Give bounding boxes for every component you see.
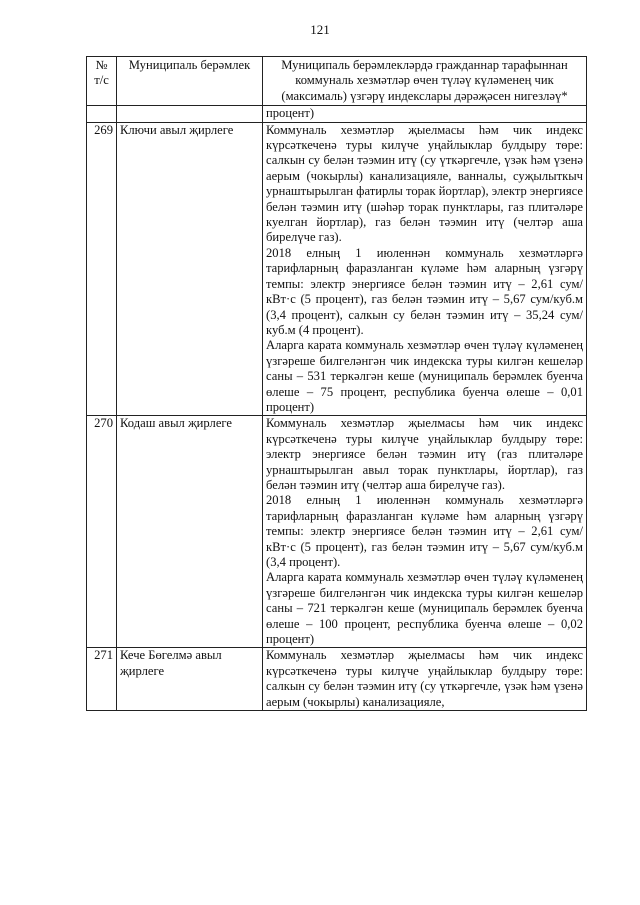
row-municipality: Кодаш авыл җирлеге: [117, 416, 263, 648]
row-description: [263, 416, 587, 648]
table-row: [87, 122, 587, 416]
cell-empty: [87, 106, 117, 122]
row-municipality: Ключи авыл җирлеге: [117, 122, 263, 416]
page-number: 121: [310, 22, 330, 37]
row-number: 270: [87, 416, 117, 648]
description-paragraph: 2018 елның 1 июленнән коммуналь хезмәтләргә тарифларның фаразланган күләме һәм аларның үзгәрү темпы: электр энергиясе белән тәэмин итү – 2,61 сум/кВт·с (5 процент), газ белән тәэмин итү – 5,67 сум/куб.м (3,4 процент), салкын су белән тәэмин итү – 35,24 сум/куб.м (4 процент).: [266, 245, 583, 337]
description-paragraph: Коммуналь хезмәтләр җыелмасы һәм чик индекс күрсәткеченә туры килүче уңайлыклар булдыру төре: электр энергиясе белән тәэмин итү (газ плитәләре урнаштырылган авыл торак пунктлары, йортлар), газ белән тәэмин итү (челтәр аша бирелүче газ).: [266, 416, 583, 492]
description-paragraph: Коммуналь хезмәтләр җыелмасы һәм чик индекс күрсәткеченә туры килүче уңайлыклар булдыру төре: салкын су белән тәэмин итү (су үткәргечле, үзәк һәм үзенә аерым (чокырлы) канализацияле, ванналы, суҗылыткыч урнаштырылган фатирлы торак йортлар), электр энергиясе белән тәэмин итү (шәһәр торак пунктлары, газ плитәләре куелган йортлар), газ белән тәэмин итү (челтәр аша бирелүче газ).: [266, 122, 583, 245]
header-number: № т/с: [87, 57, 117, 106]
header-municipality: Муниципаль берәмлек: [117, 57, 263, 106]
table-row: [87, 416, 587, 648]
description-paragraph: Коммуналь хезмәтләр җыелмасы һәм чик индекс күрсәткеченә туры килүче уңайлыклар булдыру төре: салкын су белән тәэмин итү (су үткәргечле, үзәк һәм үзенә аерым (чокырлы) канализацияле,: [266, 648, 583, 709]
table-header-row: [87, 57, 587, 106]
description-paragraph: Аларга карата коммуналь хезмәтләр өчен түләү күләменең үзгәреше билгеләнгән чик индекска туры килгән кешеләр саны – 531 теркәлгән кеше (муниципаль берәмлек буенча өлеше – 75 процент, республика буенча өлеше – 0,01 процент): [266, 338, 583, 414]
header-description: Муниципаль берәмлекләрдә гражданнар тарафыннан коммуналь хезмәтләр өчен түләү күләменең чик (максималь) үзгәрү индекслары дәрәҗәсен нигезләү*: [263, 57, 587, 106]
row-number: 271: [87, 648, 117, 711]
row-municipality: Кече Бөгелмә авыл җирлеге: [117, 648, 263, 711]
cell-empty: [117, 106, 263, 122]
table-row-continuation: [87, 106, 587, 122]
description-paragraph: 2018 елның 1 июленнән коммуналь хезмәтләргә тарифларның фаразланган күләме һәм аларның үзгәрү темпы: электр энергиясе белән тәэмин итү – 2,61 сум/кВт·с (5 процент), газ белән тәэмин итү – 5,67 сум/куб.м (3,4 процент).: [266, 493, 583, 569]
continuation-text: процент): [263, 106, 587, 122]
table-row: [87, 648, 587, 711]
row-description: [263, 648, 587, 711]
row-number: 269: [87, 122, 117, 416]
tariff-index-table: [86, 56, 587, 711]
description-paragraph: Аларга карата коммуналь хезмәтләр өчен түләү күләменең үзгәреше билгеләнгән чик индекска туры килгән кешеләр саны – 721 теркәлгән кеше (муниципаль берәмлек буенча өлеше – 100 процент, республика буенча өлеше – 0,02 процент): [266, 570, 583, 647]
row-description: [263, 122, 587, 416]
